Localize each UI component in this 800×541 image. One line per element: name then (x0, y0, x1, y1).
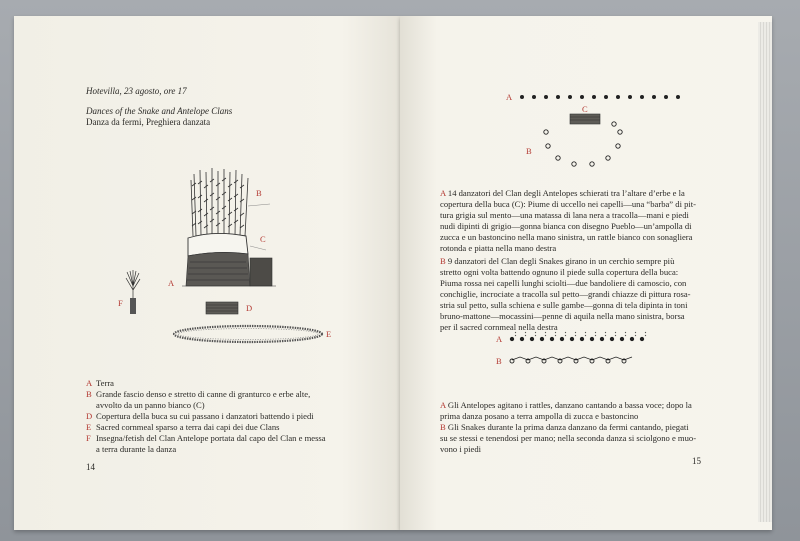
antelope-rattle-row (508, 330, 648, 346)
legend-item: B Grande fascio denso e stretto di canne di granturco e erbe alte, avvolto da un panno bianco (C) (86, 389, 311, 410)
figure-legend (86, 378, 376, 455)
note-a: A Gli Antelopes agitano i rattles, danzano cantando a bassa voce; dopo la prima danza posano a terra ampolla di zucca e bastoncino (440, 400, 692, 421)
section-subtitle: Danza da fermi, Preghiera danzata (86, 117, 211, 127)
note-b: B Gli Snakes durante la prima danza danzano da fermi cantando, piegati su se stessi e tenendosi per mano; nella seconda danza si sciolgono e muo- vono i piedi (440, 422, 697, 454)
legend-item: F Insegna/fetish del Clan Antelope portata dal capo del Clan e messa a terra durante la danza (86, 433, 326, 454)
legend-item: D Copertura della buca su cui passano i danzatori battendo i piedi (86, 411, 314, 421)
right-page (400, 16, 772, 530)
dateline: Hotevilla, 23 agosto, ore 17 (86, 86, 187, 96)
page-number-left: 14 (86, 462, 95, 472)
figure-label-b: B (256, 188, 262, 198)
legend-item: A Terra (86, 378, 115, 388)
diagram2-label-b: B (496, 356, 502, 366)
diagram2-label-a: A (496, 334, 503, 344)
snake-holding-hands-chain (508, 354, 638, 366)
antelope-line-dots (518, 92, 698, 102)
legend-item: E Sacred cornmeal sparso a terra dai capi dei due Clans (86, 422, 280, 432)
cornmeal-ring-illustration (172, 324, 324, 344)
figure-label-e: E (326, 329, 332, 339)
left-page (14, 16, 400, 530)
open-book (14, 16, 786, 530)
diagram1-label-b: B (526, 146, 532, 156)
diagram1-label-a: A (506, 92, 513, 102)
pit-cover-illustration (206, 302, 238, 314)
page-number-right: 15 (692, 456, 701, 466)
figure-label-c: C (260, 234, 266, 244)
paragraph-b: B 9 danzatori del Clan degli Snakes girano in un cerchio sempre più stretto ogni volta battendo ognuno il piede sulla copertura della buca: Piuma rossa nei capelli lunghi sciolti—due bandoliere di camoscio, con conchiglie, incrociate a tracolla sul petto—grandi chiazze di pittura rosa- stria sul petto, sulla schiena e sulle gambe—gonna di tela dipinta in toni bruno-mattone—mocassini—penne di aquila nella mano sinistra, borsa per il sacred cornmeal nella destra (440, 256, 691, 332)
figure-label-f: F (118, 298, 123, 308)
page-edges (758, 22, 772, 522)
figure-label-d: D (246, 303, 253, 313)
paragraph-a: A 14 danzatori del Clan degli Antelopes schierati tra l’altare d’erbe e la copertura della buca (C): Piume di uccello nei capelli—una “barba” di pit- tura grigia sul mento—una matassa di lana nera a tracolla—mani e piedi nudi dipinti di grigio—gonna bianca con disegno Pueblo—un’ampolla di zucca e un bastoncino nella mano sinistra, un rattle bianco con sonagliera rotonda e piatta nella mano destra (440, 188, 697, 253)
diagram1-label-c: C (582, 104, 588, 114)
figure-label-a: A (168, 278, 175, 288)
section-title: Dances of the Snake and Antelope Clans (86, 106, 233, 116)
antelope-fetish-illustration (122, 270, 144, 316)
snake-circle-rings (540, 122, 630, 168)
dance-notes (440, 400, 760, 455)
grass-bundle-illustration (174, 166, 284, 291)
